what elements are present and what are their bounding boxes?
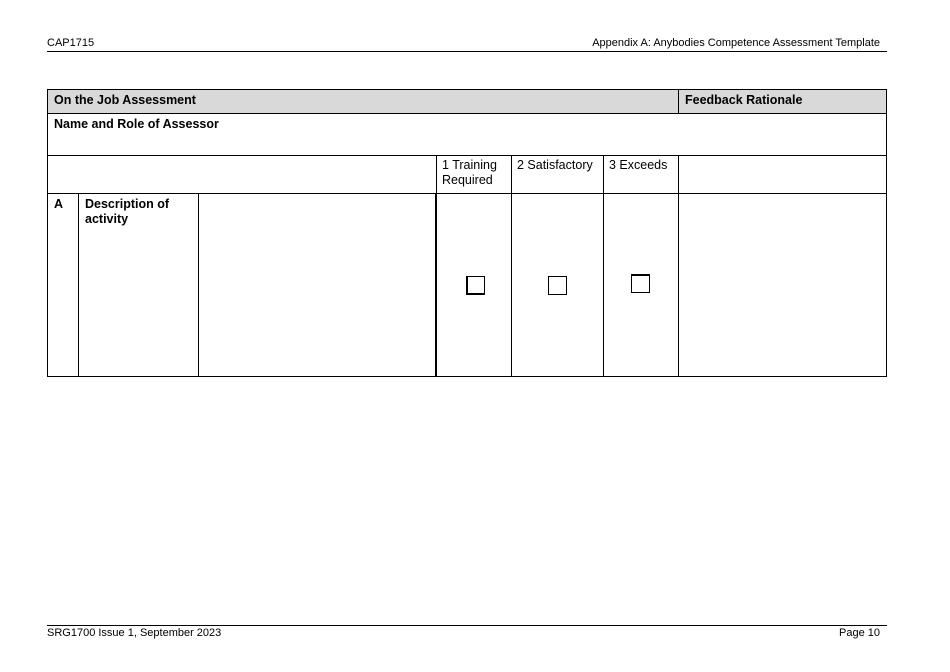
- row-id: A: [47, 193, 79, 377]
- blank-feedback-header: [678, 155, 887, 194]
- header-rule: [47, 51, 887, 52]
- table-title: On the Job Assessment: [47, 89, 679, 114]
- header-doc-title: Appendix A: Anybodies Competence Assessment Template: [592, 37, 880, 49]
- assessor-field[interactable]: Name and Role of Assessor: [47, 113, 887, 156]
- page-number: Page 10: [839, 627, 880, 639]
- satisfactory-checkbox[interactable]: [548, 276, 567, 295]
- blank-header-cell: [47, 155, 437, 194]
- rating-header-1: 1 Training Required: [436, 155, 512, 194]
- exceeds-checkbox[interactable]: [631, 274, 650, 293]
- rating-header-2: 2 Satisfactory: [511, 155, 604, 194]
- row-label: Description of activity: [78, 193, 199, 377]
- footer-issue: SRG1700 Issue 1, September 2023: [47, 627, 222, 639]
- rating-header-3: 3 Exceeds: [603, 155, 679, 194]
- feedback-header: Feedback Rationale: [678, 89, 887, 114]
- training-required-checkbox[interactable]: [466, 276, 485, 295]
- activity-description-field[interactable]: [198, 193, 437, 377]
- feedback-rationale-field[interactable]: [678, 193, 887, 377]
- header-doc-id: CAP1715: [47, 37, 95, 49]
- footer-rule: [47, 625, 887, 626]
